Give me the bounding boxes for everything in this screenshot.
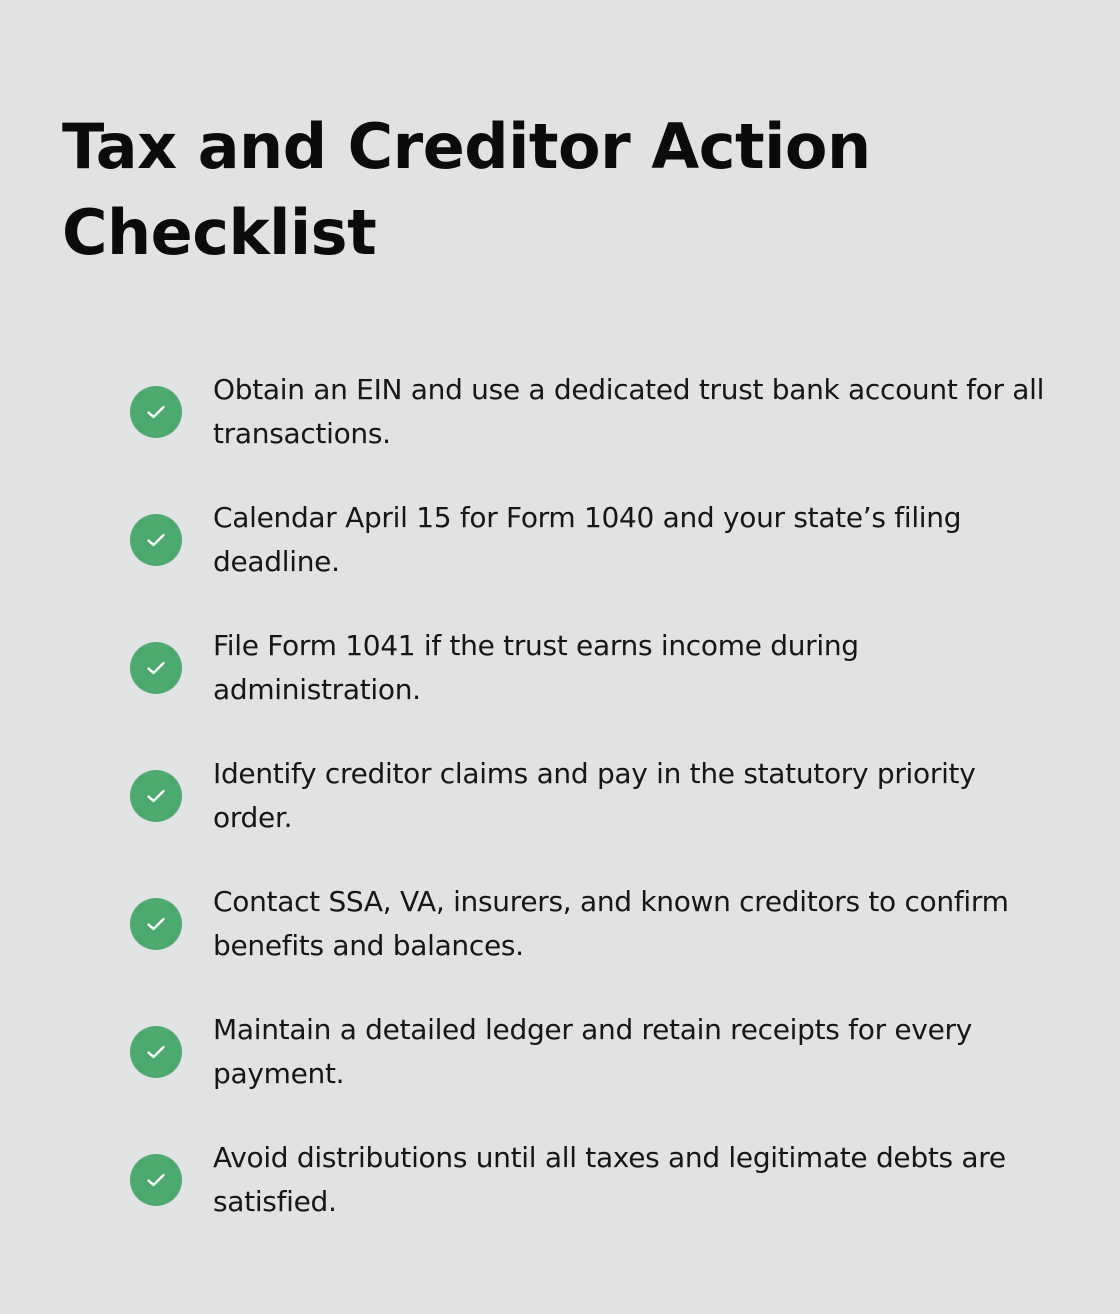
page-title: Tax and Creditor Action Checklist (62, 110, 871, 269)
check-circle-icon (130, 514, 182, 566)
check-circle-icon (130, 1026, 182, 1078)
checklist-item (130, 368, 1060, 456)
check-circle-icon (130, 770, 182, 822)
check-circle-icon (130, 386, 182, 438)
checklist-item (130, 880, 1060, 968)
checklist-item (130, 496, 1060, 584)
checklist-item-text: Calendar April 15 for Form 1040 and your state’s filing deadline. (213, 501, 962, 578)
check-circle-icon (130, 1154, 182, 1206)
checklist-item (130, 752, 1060, 840)
checklist-item-text: Obtain an EIN and use a dedicated trust bank account for all transactions. (213, 373, 1045, 450)
checklist (130, 368, 1060, 1264)
checklist-item-text: Contact SSA, VA, insurers, and known creditors to confirm benefits and balances. (213, 885, 1009, 962)
checklist-item-text: Identify creditor claims and pay in the statutory priority order. (213, 757, 976, 834)
checklist-item-text: File Form 1041 if the trust earns income during administration. (213, 629, 859, 706)
checklist-item (130, 1008, 1060, 1096)
check-circle-icon (130, 898, 182, 950)
checklist-item (130, 624, 1060, 712)
check-circle-icon (130, 642, 182, 694)
checklist-item-text: Maintain a detailed ledger and retain receipts for every payment. (213, 1013, 972, 1090)
checklist-item-text: Avoid distributions until all taxes and legitimate debts are satisfied. (213, 1141, 1006, 1218)
checklist-item (130, 1136, 1060, 1224)
